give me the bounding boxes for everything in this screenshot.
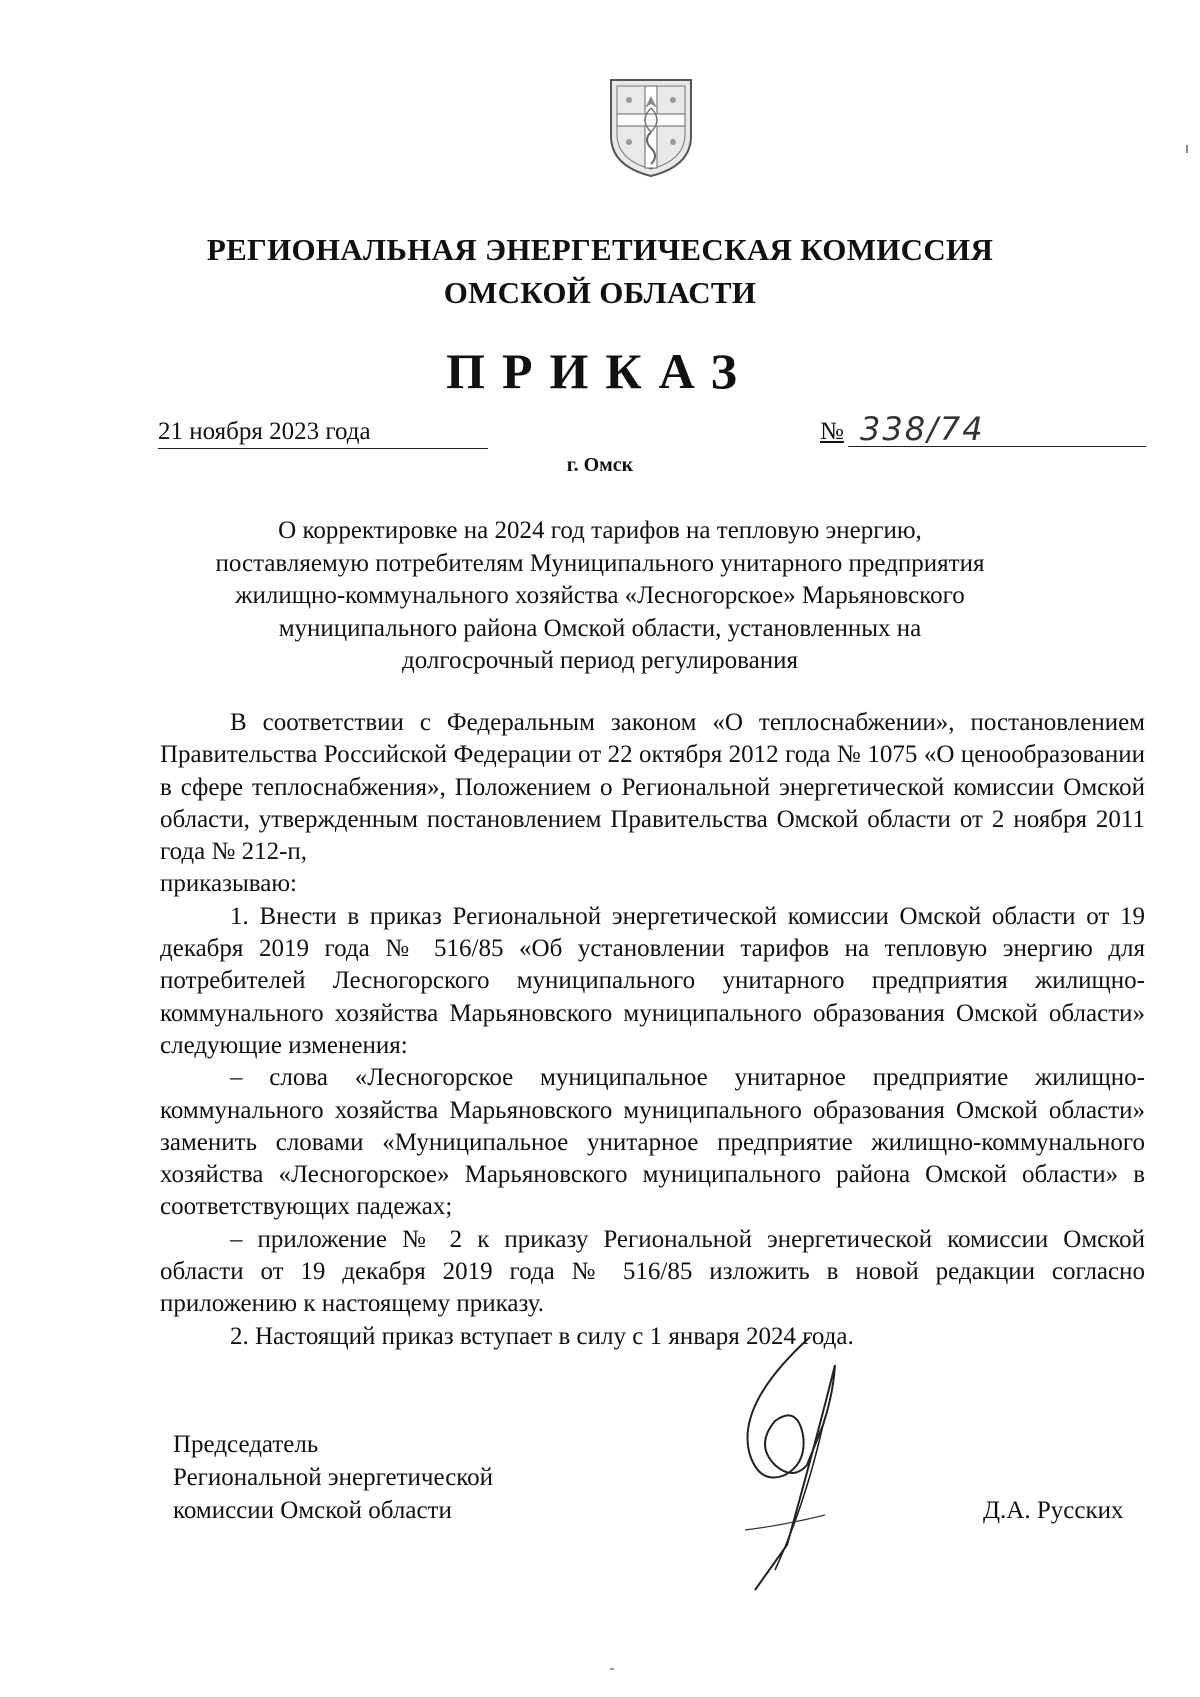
omsk-coat-of-arms-icon — [605, 74, 697, 180]
order-word: приказываю: — [160, 870, 297, 898]
signatory-name: Д.А. Русских — [983, 1497, 1124, 1524]
signatory-title-line1: Председатель — [173, 1431, 319, 1458]
preamble-paragraph: В соответствии с Федеральным законом «О теплоснабжении», постановлением Правительства Российской Федерации от 22 октября 2012 года № 1075 «О ценообразовании в сфере теплоснабжения», Положением о Региональной энергетической комиссии Омской области, утвержденным постановлением Правительства Омской области от 2 ноября 2011 года № 212-п, — [160, 709, 1145, 866]
handwritten-signature-icon — [715, 1325, 915, 1595]
document-body — [160, 707, 1145, 1353]
signatory-title-line2: Региональной энергетической — [173, 1464, 494, 1491]
signatory-title-line3: комиссии Омской области — [173, 1497, 452, 1524]
signatory-title — [173, 1428, 493, 1527]
item-1-paragraph: 1. Внести в приказ Региональной энергетической комиссии Омской области от 19 декабря 2019 года № 516/85 «Об установлении тарифов на тепловую энергию для потребителей Лесногорского муниципального унитарного предприятия жилищно-коммунального хозяйства Марьяновского муниципального образования Омской области» следующие изменения: — [160, 902, 1145, 1059]
item-2-paragraph: 2. Настоящий приказ вступает в силу с 1 января 2024 года. — [230, 1322, 854, 1350]
document-number-handwritten: 338/74 — [860, 410, 985, 448]
organization-name-line1: РЕГИОНАЛЬНАЯ ЭНЕРГЕТИЧЕСКАЯ КОМИССИЯ — [206, 232, 994, 267]
scan-mark — [1186, 145, 1188, 153]
item-1b-paragraph: – приложение № 2 к приказу Региональной энергетической комиссии Омской области от 19 декабря 2019 года № 516/85 изложить в новой редакции согласно приложению к настоящему приказу. — [160, 1225, 1145, 1318]
document-subject: О корректировке на 2024 год тарифов на тепловую энергию, поставляемую потребителям Муниципального унитарного предприятия жилищно-коммунального хозяйства «Лесногорское» Марьяновского муниципального района Омской области, установленных на долгосрочный период регулирования — [215, 517, 985, 674]
scan-mark-bottom — [610, 1668, 614, 1670]
document-date: 21 ноября 2023 года — [158, 418, 488, 449]
document-type-title: ПРИКАЗ — [446, 343, 754, 399]
item-1a-paragraph: – слова «Лесногорское муниципальное унитарное предприятие жилищно-коммунального хозяйства Марьяновского муниципального образования Омской области» заменить словами «Муниципальное унитарное предприятие жилищно-коммунального хозяйства «Лесногорское» Марьяновского муниципального района Омской области» в соответствующих падежах; — [160, 1064, 1145, 1221]
document-number-label: № — [820, 418, 844, 445]
document-city: г. Омск — [566, 454, 634, 476]
organization-name-line2: ОМСКОЙ ОБЛАСТИ — [443, 275, 757, 310]
